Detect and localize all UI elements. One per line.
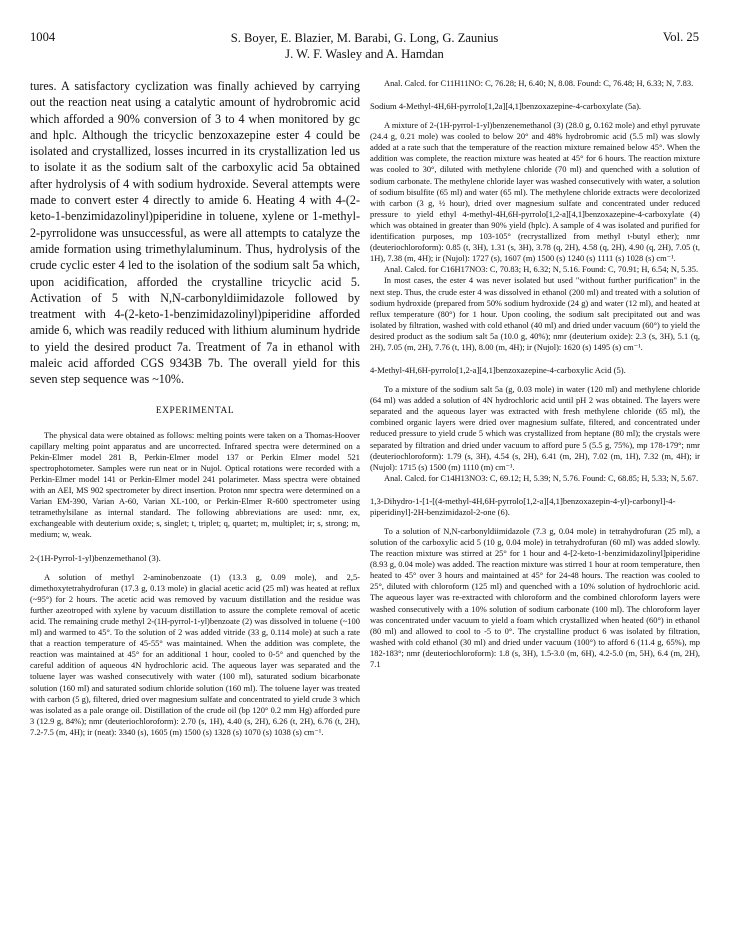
compound-heading-5a: Sodium 4-Methyl-4H,6H-pyrrolo[1,2a][4,1]benzoxazepine-4-carboxylate (5a). [370, 101, 642, 112]
crude-ester-paragraph: In most cases, the ester 4 was never isolated but used "without further purification" in the next step. Thus, the crude ester 4 was dissolved in ethanol (200 ml) and treated with a solution of sodium hydroxide (prepared from 50% sodium hydroxide (24 g) and water (12 ml), and heated at reflux temperature (80°) for 1 hour. Upon cooling, the sodium salt precipitated out and was isolated by filtration, washed with cold ethanol (40 ml) and dried under vacuum (60°) to yield the desired product as the sodium salt 5a (10.0 g, 40%); nmr (deuterium oxide): 2.3 (s, 3H), 5.1 (q, 2H), 7.05 (m, 2H), 7.76 (t, 1H), 8.00 (m, 4H); ir (Nujol): 1620 (s) 1495 (s) cm⁻¹. [370, 275, 700, 352]
authors-line-1: S. Boyer, E. Blazier, M. Barabi, G. Long, G. Zaunius [230, 31, 499, 45]
page-number: 1004 [30, 30, 56, 44]
compound-heading-3: 2-(1H-Pyrrol-1-yl)benzemethanol (3). [30, 552, 161, 563]
compound-6-paragraph: To a solution of N,N-carbonyldiimidazole (7.3 g, 0.04 mole) in tetrahydrofuran (25 ml), a solution of the carboxylic acid 5 (10 g, 0.04 mole) in tetrahydrofuran (60 ml) was added slowly. The reaction mixture was stirred at 25° for 1 hour and 4-[2-keto-1-benzimidazolinyl]piperidine (8.93 g, 0.04 mole) was added. The reaction mixture was stirred 1 hour at room temperature, then heated to 45° over 3 hours and maintained at 45° for 24-48 hours. The reaction was cooled to 25°, diluted with chloroform (125 ml) and quenched with a 10% solution of hydrochloric acid. The aqueous layer was re-extracted with chloroform and the combined chloroform layers were washed consecutively with a 10% solution of sodium carbonate (100 ml). The chloroform layer was concentrated under vacuum to yield a foam which crystallized when heated (60°) in ethanol (80 ml) and allowed to cool to -5 to 0°. The crystalline product 6 was isolated by filtration, washed with cold ethanol (30 ml) and dried under vacuum (100°) to afford 6 (11.4 g, 65%), mp 182-183°; nmr (deuteriochloroform): 1.8 (s, 3H), 1.5-3.0 (m, 6H), 4.2-5.0 (m, 5H), 6.4 (m, 2H), 7.1 [370, 525, 700, 670]
analysis-paragraph-2: Anal. Calcd. for C16H17NO3: C, 70.83; H, 6.32; N, 5.16. Found: C, 70.91; H, 6.54; N, 5.35. [384, 264, 699, 275]
analysis-paragraph-1: Anal. Calcd. for C11H11NO: C, 76.28; H, 6.40; N, 8.08. Found: C, 76.48; H, 6.33; N, 7.83. [384, 78, 694, 88]
running-header [0, 30, 729, 64]
analysis-paragraph-3: Anal. Calcd. for C14H13NO3: C, 69.12; H, 5.39; N, 5.76. Found: C, 68.85; H, 5.33; N, 5.67. [384, 472, 699, 483]
section-heading-experimental: EXPERIMENTAL [155, 405, 235, 416]
intro-paragraph: tures. A satisfactory cyclization was finally achieved by carrying out the reaction neat using a catalytic amount of hydrobromic acid which afforded a 90% conversion of 3 to 4 when monitored by gc and hplc. Although the tricyclic benzoxazepine ester 4 could be isolated and crystallized, losses incurred in its crystallization led us to isolate it as the sodium salt of the carboxylic acid 5a obtained after hydrolysis of 4 with sodium hydroxide. Several attempts were made to convert ester 4 directly to amide 6. Heating 4 with 4-(2-keto-1-benzimidazolinyl)piperidine in toluene, xylene or 1-methyl-2-pyrrolidone was unsuccessful, as were all attempts to catalyze the amide formation using trimethylaluminum. Thus, hydrolysis of the crude cyclic ester 4 led to the isolation of the sodium salt 5a which, upon acidification, afforded the crystalline tricyclic acid 5. Activation of 5 with N,N-carbonyldiimidazole followed by treatment with 4-(2-keto-1-benzimidazolinyl)piperidine afforded amide 6, which was readily reduced with lithium aluminum hydride to yield the desired product 7a. Treatment of 7a in ethanol with maleic acid afforded CGS 9343B 7b. The overall yield for this seven step sequence was ~10%. [30, 79, 360, 387]
compound-heading-5: 4-Methyl-4H,6H-pyrrolo[1,2-a][4,1]benzoxazepine-4-carboxylic Acid (5). [370, 365, 626, 376]
compound-5-paragraph: To a mixture of the sodium salt 5a (g, 0.03 mole) in water (120 ml) and methylene chloride (64 ml) was added a solution of 4N hydrochloric acid until pH 2 was obtained. The layers were separated and the aqueous layer was extracted with fresh methylene chloride (65 ml), the combined organic layers were dried over magnesium sulfate, filtered, and concentrated under reduced pressure to yield crude 5 which was crystallized from heptane (80 ml); the crystals were separated by filtration and dried under vacuum to afford pure 5 (5.5 g, 75%), mp 178-179°; nmr (deuteriochloroform): 1.79 (s, 3H), 4.54 (s, 2H), 6.41 (m, 2H), 7.02 (m, 1H), 7.32 (m, 4H); ir (Nujol): 1715 (s) 1500 (m) 1110 (m) cm⁻¹. [370, 384, 700, 472]
left-column [30, 78, 360, 738]
volume-label: Vol. 25 [662, 30, 699, 44]
authors-line-2: J. W. F. Wasley and A. Hamdan [285, 47, 444, 61]
right-column [370, 78, 700, 670]
compound-heading-6: 1,3-Dihydro-1-[1-[(4-methyl-4H,6H-pyrrolo[1,2-a][4,1]benzoxazepin-4-yl)-carbonyl]-4-piperidinyl]-2H-benzimidazol-2-one (6). [370, 495, 676, 517]
compound-5a-paragraph: A mixture of 2-(1H-pyrrol-1-yl)benzenemethanol (3) (28.0 g, 0.162 mole) and ethyl pyruvate (24.4 g, 0.21 mole) was cooled to below 20° and 48% hydrobromic acid (5.5 ml) was slowly added at a rate such that the temperature of the reaction mixture remained below 45°. When the addition was complete, the reaction mixture was heated at 45° for 6 hours. The reaction mixture was cooled to 30°, diluted with methylene chloride (70 ml) and quenched with a solution of sodium carbonate. The methylene chloride layer was washed consecutively with water, a solution of sodium bisulfite (65 ml) and water (65 ml). The methylene chloride extracts were decolorized with carbon (3 g, ½ hour), dried over magnesium sulfate and concentrated under reduced pressure to yield ethyl 4-methyl-4H,6H-pyrrolo[1,2-a][4,1]benzoxazepine-4-carboxylate (4) which was obtained in greater than 90% yield (hplc). A sample of 4 was isolated and purified for identification purposes, mp 103-105° (recrystallized from methyl t-butyl ether); nmr (deuteriochloroform): 0.85 (t, 3H), 1.31 (s, 3H), 3.78 (q, 2H), 4.58 (q, 2H), 4.90 (q, 2H), 7.05 (t, 1H), 7.38 (m, 4H); ir (Nujol): 1727 (s), 1607 (m) 1500 (s) 1240 (s) 1111 (s) 1028 (s) cm⁻¹. [370, 120, 700, 264]
author-line [0, 30, 729, 62]
compound-3-paragraph: A solution of methyl 2-aminobenzoate (1) (13.3 g, 0.09 mole), and 2,5-dimethoxytetrahydrofuran (17.3 g, 0.13 mole) in glacial acetic acid (25 ml) was heated at reflux (~95°) for 2 hours. The acetic acid was removed by vacuum distillation and the residue was further azeotroped with xylene by vacuum distillation to assure the complete removal of acetic acid. The remaining crude methyl 2-(1H-pyrrol-1-yl)benzoate (2) was dissolved in toluene (~100 ml) and warmed to 45°. To the solution of 2 was added vitride (33 g, 0.114 mole) at such a rate that a reaction temperature of 45-55° was maintained. When the addition was complete, the reaction was maintained at 45° for an additional 1 hour, cooled to 0-5° and quenched by the careful addition of aqueous 4N hydrochloric acid. The aqueous layer was separated and the toluene layer was washed consecutively with water (100 ml), saturated sodium bicarbonate solution (160 ml) and saturated sodium chloride solution (160 ml). The toluene layer was treated with carbon (5 g), filtered, dried over magnesium sulfate and concentrated to yield crude 3 which was isolated as a pale orange oil. Distillation of the crude oil (bp 120° 0.2 mm Hg) afforded pure 3 (12.9 g, 84%); nmr (deuteriochloroform): 2.70 (s, 1H), 4.40 (s, 2H), 6.26 (t, 2H), 6.76 (t, 2H), 7.2-7.5 (m, 4H); ir (neat): 3340 (s), 1605 (m) 1500 (s) 1328 (s) 1070 (s) 1038 (s) cm⁻¹. [30, 571, 360, 737]
experimental-paragraph: The physical data were obtained as follows: melting points were taken on a Thomas-Hoover capillary melting point apparatus and are uncorrected. Infrared spectra were determined on a Pekin-Elmer model 281 B, Perkin-Elmer model 137 or Perkin Elmer model 521 spectrophotometer. Samples were run neat or in Nujol. Optical rotations were recorded with a Perkin-Elmer model 141 or Perkin-Elmer model 241 polarimeter. Mass spectra were obtained with an AEI, MS 902 spectrometer by direct insertion. Proton nmr spectra were determined on a Varian EM-390, Varian A-60, Varian XL-100, or Perkin-Elmer R-600 spectrometer using tetramethylsilane as internal standard. The following abbreviations are used: nmr, ex, exchangeable with deuterium oxide; s, singlet; t, triplet; q, quartet; m, multiplet; ir; s, strong; m, medium; w, weak. [30, 429, 360, 540]
